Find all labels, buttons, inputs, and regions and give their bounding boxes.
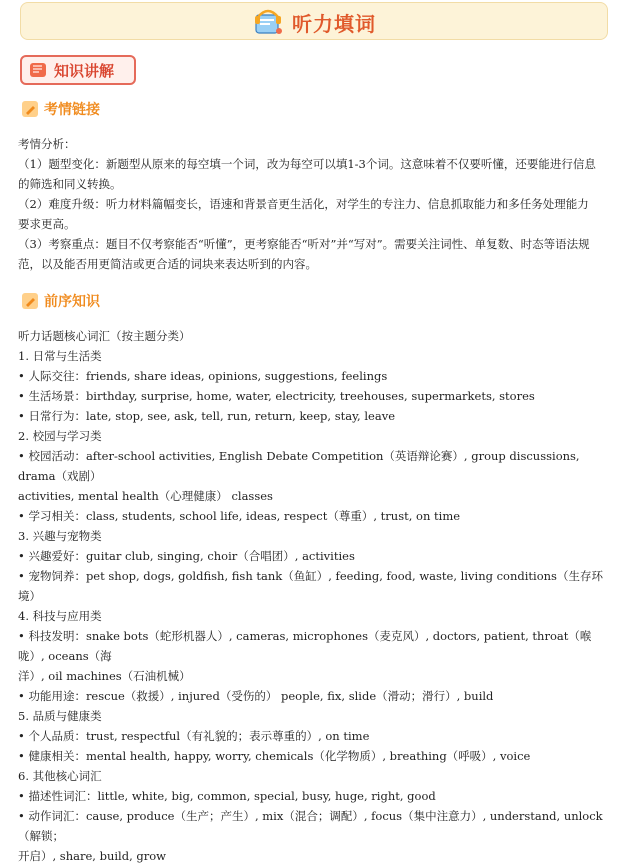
text-line: 听力话题核心词汇（按主题分类） xyxy=(18,329,191,343)
text-line: • 日常行为：late, stop, see, ask, tell, run, return, keep, stay, leave xyxy=(18,409,396,423)
page-title: 听力填词 xyxy=(292,11,376,36)
headphones-book-icon xyxy=(252,7,284,37)
text-line: 范，以及能否用更简洁或更合适的词块来表达听到的内容。 xyxy=(18,257,317,271)
knowledge-tab xyxy=(20,55,136,85)
vocabulary-text xyxy=(18,326,610,866)
section-heading-exam: 考情链接 xyxy=(20,99,100,119)
text-line: 洋）, oil machines（石油机械） xyxy=(18,669,191,683)
text-line: 3. 兴趣与宠物类 xyxy=(18,529,102,543)
pencil-icon xyxy=(20,291,40,311)
text-line: activities, mental health（心理健康） classes xyxy=(18,489,273,503)
text-line: 考情分析： xyxy=(18,137,76,151)
section-heading-prior: 前序知识 xyxy=(20,291,100,311)
text-line: 2. 校园与学习类 xyxy=(18,429,102,443)
text-line: • 生活场景：birthday, surprise, home, water, electricity, treehouses, supermarkets, stores xyxy=(18,389,535,403)
text-line: • 宠物饲养：pet shop, dogs, goldfish, fish tank（鱼缸）, feeding, food, waste, living conditions（生存环境） xyxy=(18,569,603,603)
text-line: 6. 其他核心词汇 xyxy=(18,769,102,783)
text-line: • 校园活动：after-school activities, English Debate Competition（英语辩论赛）, group discussions, drama（戏剧） xyxy=(18,449,580,483)
text-line: 5. 品质与健康类 xyxy=(18,709,102,723)
text-line: • 兴趣爱好：guitar club, singing, choir（合唱团）, activities xyxy=(18,549,355,563)
pencil-icon xyxy=(20,99,40,119)
text-line: • 功能用途：rescue（救援）, injured（受伤的） people, fix, slide（滑动；滑行）, build xyxy=(18,689,494,703)
text-line: • 描述性词汇：little, white, big, common, special, busy, huge, right, good xyxy=(18,789,436,803)
title-banner xyxy=(20,2,608,40)
text-line: • 学习相关：class, students, school life, ideas, respect（尊重）, trust, on time xyxy=(18,509,461,523)
tab-label: 知识讲解 xyxy=(54,61,115,80)
text-line: （1）题型变化：新题型从原来的每空填一个词，改为每空可以填1-3个词。这意味着不仅要听懂，还要能进行信息 xyxy=(18,157,596,171)
book-icon xyxy=(28,60,48,80)
text-line: • 科技发明：snake bots（蛇形机器人）, cameras, microphones（麦克风）, doctors, patient, throat（喉咙）, oceans（海 xyxy=(18,629,592,663)
exam-analysis-text xyxy=(18,134,610,274)
text-line: 的筛选和同义转换。 xyxy=(18,177,122,191)
text-line: 开启）, share, build, grow xyxy=(18,849,167,863)
text-line: • 健康相关：mental health, happy, worry, chemicals（化学物质）, breathing（呼吸）, voice xyxy=(18,749,531,763)
text-line: • 动作词汇：cause, produce（生产；产生）, mix（混合；调配）, focus（集中注意力）, understand, unlock（解锁； xyxy=(18,809,603,843)
text-line: 1. 日常与生活类 xyxy=(18,349,102,363)
text-line: 要求更高。 xyxy=(18,217,76,231)
text-line: （3）考察重点：题目不仅考察能否“听懂”，更考察能否“听对”并“写对”。需要关注词性、单复数、时态等语法规 xyxy=(18,237,590,251)
text-line: （2）难度升级：听力材料篇幅变长，语速和背景音更生活化，对学生的专注力、信息抓取能力和多任务处理能力 xyxy=(18,197,589,211)
text-line: 4. 科技与应用类 xyxy=(18,609,102,623)
text-line: • 人际交往：friends, share ideas, opinions, suggestions, feelings xyxy=(18,369,388,383)
text-line: • 个人品质：trust, respectful（有礼貌的；表示尊重的）, on time xyxy=(18,729,370,743)
